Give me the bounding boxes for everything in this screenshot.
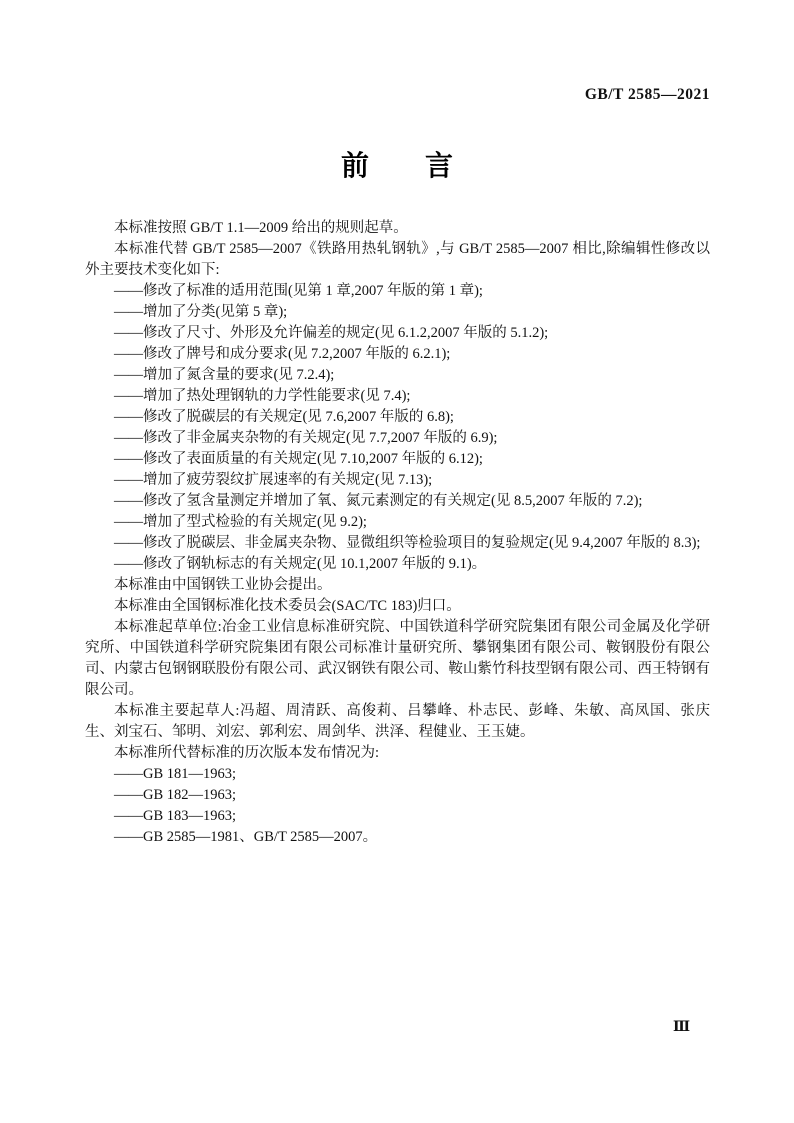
- foreword-paragraph: 本标准代替 GB/T 2585—2007《铁路用热轧钢轨》,与 GB/T 2585—2007 相比,除编辑性修改以外主要技术变化如下:: [85, 241, 710, 278]
- foreword-dash-item: ——增加了疲劳裂纹扩展速率的有关规定(见 7.13);: [114, 472, 433, 488]
- foreword-dash-item: ——增加了分类(见第 5 章);: [114, 304, 288, 320]
- foreword-dash-item: ——修改了钢轨标志的有关规定(见 10.1,2007 年版的 9.1)。: [114, 556, 487, 572]
- foreword-paragraph: 本标准由中国钢铁工业协会提出。: [114, 577, 332, 593]
- foreword-dash-item: ——增加了氮含量的要求(见 7.2.4);: [114, 367, 335, 383]
- foreword-dash-item: ——修改了牌号和成分要求(见 7.2,2007 年版的 6.2.1);: [114, 346, 451, 362]
- foreword-paragraph: 本标准主要起草人:冯超、周清跃、高俊莉、吕攀峰、朴志民、彭峰、朱敏、高凤国、张庆生、刘宝石、邹明、刘宏、郭利宏、周剑华、洪泽、程健业、王玉婕。: [85, 703, 710, 740]
- foreword-content: [85, 218, 710, 848]
- foreword-paragraph: 本标准所代替标准的历次版本发布情况为:: [114, 745, 380, 761]
- foreword-dash-item: ——修改了氢含量测定并增加了氧、氮元素测定的有关规定(见 8.5,2007 年版的 7.2);: [114, 493, 643, 509]
- foreword-dash-item: ——修改了非金属夹杂物的有关规定(见 7.7,2007 年版的 6.9);: [114, 430, 498, 446]
- standard-number: GB/T 2585—2021: [584, 86, 710, 103]
- foreword-paragraph: 本标准起草单位:冶金工业信息标准研究院、中国铁道科学研究院集团有限公司金属及化学研究所、中国铁道科学研究院集团有限公司标准计量研究所、攀钢集团有限公司、鞍钢股份有限公司、内蒙古包钢钢联股份有限公司、武汉钢铁有限公司、鞍山紫竹科技型钢有限公司、西王特钢有限公司。: [85, 619, 710, 698]
- foreword-dash-item: ——增加了型式检验的有关规定(见 9.2);: [114, 514, 367, 530]
- foreword-dash-item: ——GB 181—1963;: [114, 766, 237, 782]
- page-number: Ⅲ: [672, 1020, 690, 1035]
- foreword-dash-item: ——GB 183—1963;: [114, 808, 237, 824]
- foreword-dash-item: ——GB 2585—1981、GB/T 2585—2007。: [114, 829, 378, 845]
- foreword-dash-item: ——修改了尺寸、外形及允许偏差的规定(见 6.1.2,2007 年版的 5.1.2);: [114, 325, 549, 341]
- foreword-dash-item: ——修改了表面质量的有关规定(见 7.10,2007 年版的 6.12);: [114, 451, 483, 467]
- foreword-dash-item: ——GB 182—1963;: [114, 787, 237, 803]
- foreword-paragraph: 本标准由全国钢标准化技术委员会(SAC/TC 183)归口。: [114, 598, 461, 614]
- foreword-dash-item: ——修改了标准的适用范围(见第 1 章,2007 年版的第 1 章);: [114, 283, 483, 299]
- foreword-dash-item: ——增加了热处理钢轨的力学性能要求(见 7.4);: [114, 388, 411, 404]
- foreword-dash-item: ——修改了脱碳层、非金属夹杂物、显微组织等检验项目的复验规定(见 9.4,2007 年版的 8.3);: [114, 535, 701, 551]
- page-title: 前 言: [340, 150, 453, 181]
- foreword-paragraph: 本标准按照 GB/T 1.1—2009 给出的规则起草。: [114, 220, 408, 236]
- foreword-dash-item: ——修改了脱碳层的有关规定(见 7.6,2007 年版的 6.8);: [114, 409, 454, 425]
